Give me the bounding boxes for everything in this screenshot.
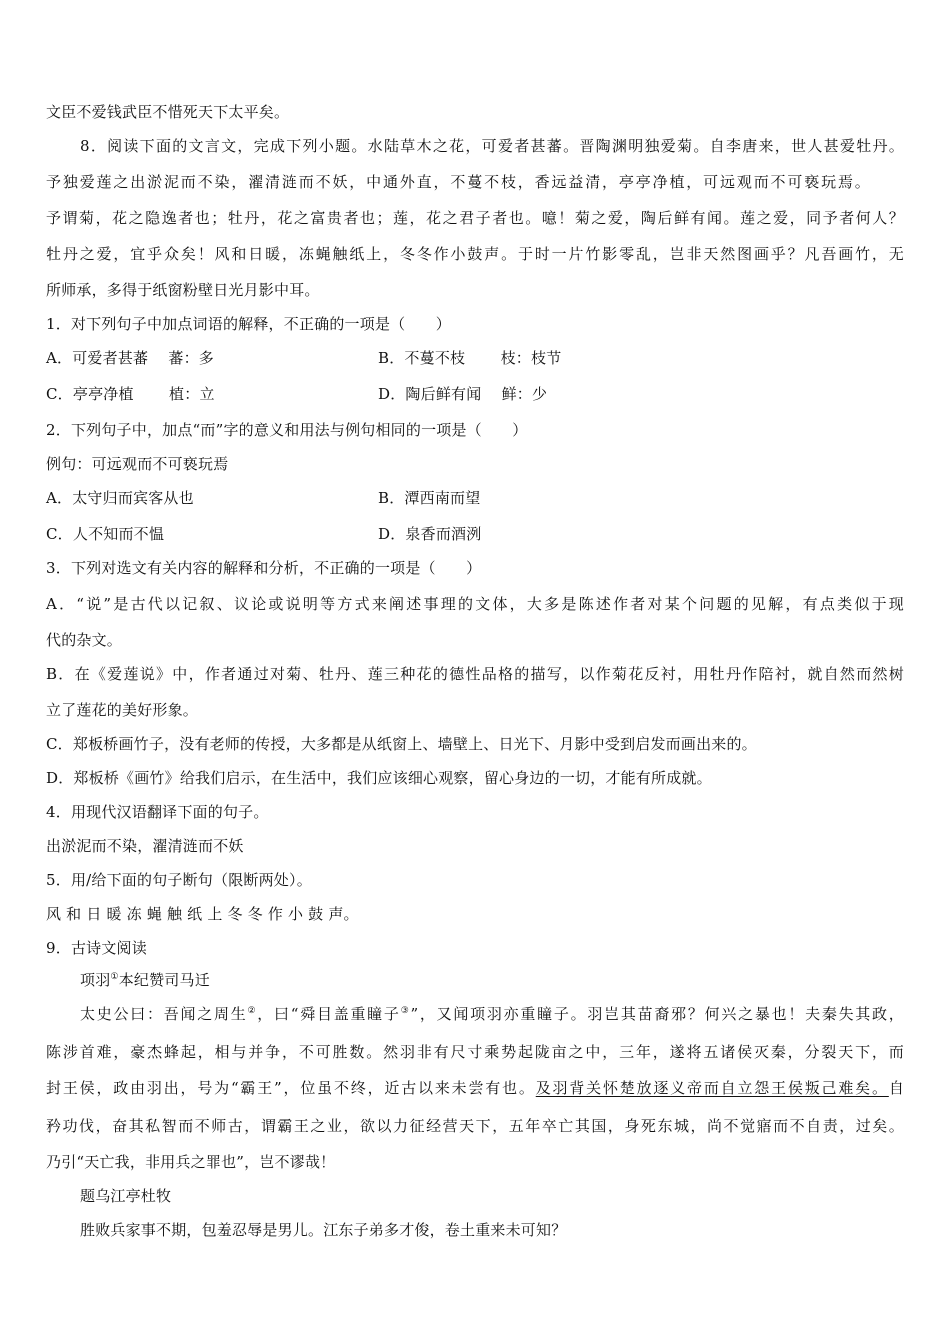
- essay-line: 陈涉首难，豪杰蜂起，相与并争，不可胜数。然羽非有尺寸乘势起陇亩之中，三年，遂将五诸侯灭秦，分裂天下，而: [46, 1043, 904, 1061]
- passage-line: 予谓菊，花之隐逸者也；牡丹，花之富贵者也；莲，花之君子者也。噫！菊之爱，陶后鲜有闻。莲之爱，同予者何人？: [46, 209, 904, 227]
- question-1: 1．对下列句子中加点词语的解释，不正确的一项是（ ）: [46, 315, 451, 333]
- passage-line: 牡丹之爱，宜乎众矣！风和日暖，冻蝇触纸上，冬冬作小鼓声。于时一片竹影零乱，岂非天然图画乎？凡吾画竹，无: [46, 245, 904, 263]
- footnote-marker: ①: [110, 972, 119, 982]
- option-b-cont: 立了莲花的美好形象。: [46, 701, 199, 719]
- option-c: C．郑板桥画竹子，没有老师的传授，大多都是从纸窗上、墙壁上、日光下、月影中受到启发而画出来的。: [46, 735, 757, 753]
- underlined-sentence: 及羽背关怀楚放逐义帝而自立怨王侯叛己难矣。: [535, 1079, 889, 1097]
- example-sentence: 例句：可远观而不可亵玩焉: [46, 455, 229, 473]
- option-b: B．在《爱莲说》中，作者通过对菊、牡丹、莲三种花的德性品格的描写，以作菊花反衬，用牡丹作陪衬，就自然而然树: [46, 665, 904, 683]
- option-d: D．郑板桥《画竹》给我们启示，在生活中，我们应该细心观察，留心身边的一切，才能有所成就。: [46, 769, 712, 787]
- translate-sentence: 出淤泥而不染，濯清涟而不妖: [46, 837, 244, 855]
- footnote-marker: ③: [400, 1006, 411, 1016]
- option-b: B．不蔓不枝 枝：枝节: [378, 349, 562, 367]
- question-4: 4．用现代汉语翻译下面的句子。: [46, 803, 269, 821]
- option-c: C．亭亭净植 植：立: [46, 385, 215, 403]
- poem-title: 题乌江亭杜牧: [80, 1187, 172, 1205]
- option-a: A．可爱者甚蕃 蕃：多: [46, 349, 215, 367]
- question-3: 3．下列对选文有关内容的解释和分析，不正确的一项是（ ）: [46, 559, 482, 577]
- essay-line: 太史公曰：吾闻之周生②，曰“舜目盖重瞳子③”，又闻项羽亦重瞳子。羽岂其苗裔邪？何兴之暴也！夫秦失其政，: [80, 1005, 905, 1023]
- option-a: A．太守归而宾客从也: [46, 489, 194, 507]
- question-9-heading: 9．古诗文阅读: [46, 939, 147, 957]
- option-c: C．人不知而不愠: [46, 525, 165, 543]
- option-d: D．陶后鲜有闻 鲜：少: [378, 385, 548, 403]
- punctuate-sentence: 风 和 日 暖 冻 蝇 触 纸 上 冬 冬 作 小 鼓 声。: [46, 905, 359, 923]
- poem-text: 胜败兵家事不期，包羞忍辱是男儿。江东子弟多才俊，卷土重来未可知？: [80, 1221, 567, 1239]
- passage-line: 所师承，多得于纸窗粉壁日光月影中耳。: [46, 281, 320, 299]
- essay-line: 乃引“天亡我，非用兵之罪也”，岂不谬哉！: [46, 1153, 336, 1171]
- passage-line: 予独爱莲之出淤泥而不染，濯清涟而不妖，中通外直，不蔓不枝，香远益清，亭亭净植，可远观而不可亵玩焉。: [46, 173, 870, 191]
- question-5: 5．用/给下面的句子断句（限断两处）。: [46, 871, 312, 889]
- option-a: A．“说”是古代以记叙、议论或说明等方式来阐述事理的文体，大多是陈述作者对某个问题的见解，有点类似于现: [46, 595, 904, 613]
- essay-title: 项羽①本纪赞司马迁: [80, 971, 210, 989]
- question-2: 2．下列句子中，加点“而”字的意义和用法与例句相同的一项是（ ）: [46, 421, 528, 439]
- question-8-heading: 8．阅读下面的文言文，完成下列小题。水陆草木之花，可爱者甚蕃。晋陶渊明独爱菊。自李唐来，世人甚爱牡丹。: [80, 137, 904, 155]
- footnote-marker: ②: [247, 1006, 258, 1016]
- option-b: B．潭西南而望: [378, 489, 481, 507]
- passage-line: 文臣不爱钱武臣不惜死天下太平矣。: [46, 103, 290, 121]
- essay-line: 矜功伐，奋其私智而不师古，谓霸王之业，欲以力征经营天下，五年卒亡其国，身死东城，尚不觉寤而不自责，过矣。: [46, 1117, 904, 1135]
- option-d: D．泉香而酒洌: [378, 525, 482, 543]
- essay-line: 封王侯，政由羽出，号为“霸王”，位虽不终，近古以来未尝有也。及羽背关怀楚放逐义帝而自立怨王侯叛己难矣。自: [46, 1079, 905, 1097]
- option-a-cont: 代的杂文。: [46, 631, 123, 649]
